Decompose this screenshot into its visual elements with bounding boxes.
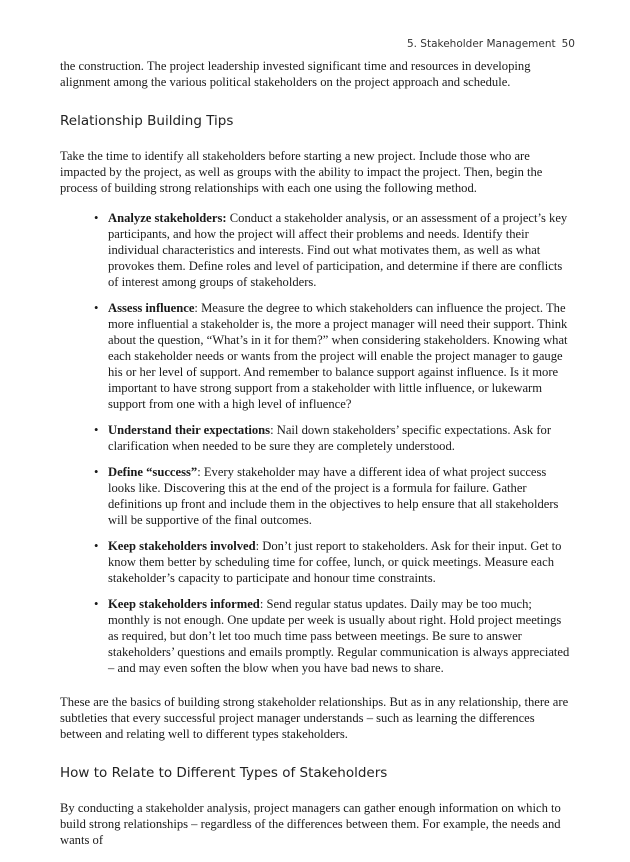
section-paragraph: Take the time to identify all stakeholders before starting a new project. Include those who are impacted by the project, as well as groups with the ability to impact the project. Then, begin the process of building strong relationships with each one using the following method. bbox=[60, 149, 543, 195]
bullet-icon: • bbox=[94, 539, 99, 553]
list-item-text: : Measure the degree to which stakeholders can influence the project. The more influential a stakeholder is, the more a project manager will need their support. Think about the question, “What’s in it for them?” when considering stakeholders. Knowing what each stakeholder needs or wants from the project will enable the project manager to gauge his or her level of support. And remember to balance support against influence. Is it more important to have strong support from a stakeholder with little influence, or lukewarm support from one with a high level of influence? bbox=[108, 301, 568, 411]
running-header bbox=[407, 38, 575, 50]
list-item-involved bbox=[94, 538, 573, 586]
section2-paragraph: By conducting a stakeholder analysis, project managers can gather enough information on which to build strong relationships – regardless of the differences between them. For example, the needs and wants of bbox=[60, 801, 561, 847]
tips-list bbox=[60, 210, 573, 676]
list-item-title: Keep stakeholders involved bbox=[108, 539, 256, 553]
list-item-title: Define “success” bbox=[108, 465, 198, 479]
list-item-assess bbox=[94, 300, 573, 412]
list-item-informed bbox=[94, 596, 573, 676]
list-item-title: Analyze stakeholders: bbox=[108, 211, 227, 225]
list-item-text: : Every stakeholder may have a different idea of what project success looks like. Discovering this at the end of the project is a formula for failure. Gather definitions up front and include them in the objectives to help ensure that all stakeholders will be supportive of the final outcomes. bbox=[108, 465, 559, 527]
list-item-text: : Send regular status updates. Daily may be too much; monthly is not enough. One update per week is usually about right. Hold project meetings as required, but don’t let too much time pass between meetings. Be sure to answer stakeholders’ questions and emails promptly. Regular communication is always appreciated – and may even soften the blow when you have bad news to share. bbox=[108, 597, 570, 675]
page-number: 50 bbox=[561, 38, 575, 50]
bullet-icon: • bbox=[94, 423, 99, 437]
bullet-icon: • bbox=[94, 301, 99, 315]
list-item-understand bbox=[94, 422, 573, 454]
list-item-analyze bbox=[94, 210, 573, 290]
section-heading-relate: How to Relate to Different Types of Stakeholders bbox=[60, 765, 388, 781]
list-item-define bbox=[94, 464, 573, 528]
closing-paragraph: These are the basics of building strong stakeholder relationships. But as in any relationship, there are subtleties that every successful project manager understands – such as learning the differences between and relating well to different types stakeholders. bbox=[60, 695, 569, 741]
bullet-icon: • bbox=[94, 465, 99, 479]
list-item-title: Assess influence bbox=[108, 301, 195, 315]
list-item-title: Understand their expectations bbox=[108, 423, 271, 437]
list-item-text: : Nail down stakeholders’ specific expectations. Ask for clarification when needed to be sure they are completely understood. bbox=[108, 423, 552, 453]
section-heading-relationship-tips: Relationship Building Tips bbox=[60, 113, 234, 129]
page-body bbox=[60, 58, 573, 862]
bullet-icon: • bbox=[94, 597, 99, 611]
intro-paragraph: the construction. The project leadership invested significant time and resources in developing alignment among the various political stakeholders on the project approach and schedule. bbox=[60, 59, 531, 89]
list-item-text: : Don’t just report to stakeholders. Ask for their input. Get to know them better by scheduling time for coffee, lunch, or quick meetings. Measure each stakeholder’s capacity to participate and honour time constraints. bbox=[108, 539, 562, 585]
list-item-text: Conduct a stakeholder analysis, or an assessment of a project’s key participants, and how the project will affect their problems and needs. Identify their individual characteristics and interests. Find out what motivates them, as well as what provokes them. Define roles and level of participation, and determine if there are conflicts of interest among groups of stakeholders. bbox=[108, 211, 568, 289]
list-item-title: Keep stakeholders informed bbox=[108, 597, 260, 611]
chapter-title: 5. Stakeholder Management bbox=[406, 38, 556, 50]
bullet-icon: • bbox=[94, 211, 99, 225]
